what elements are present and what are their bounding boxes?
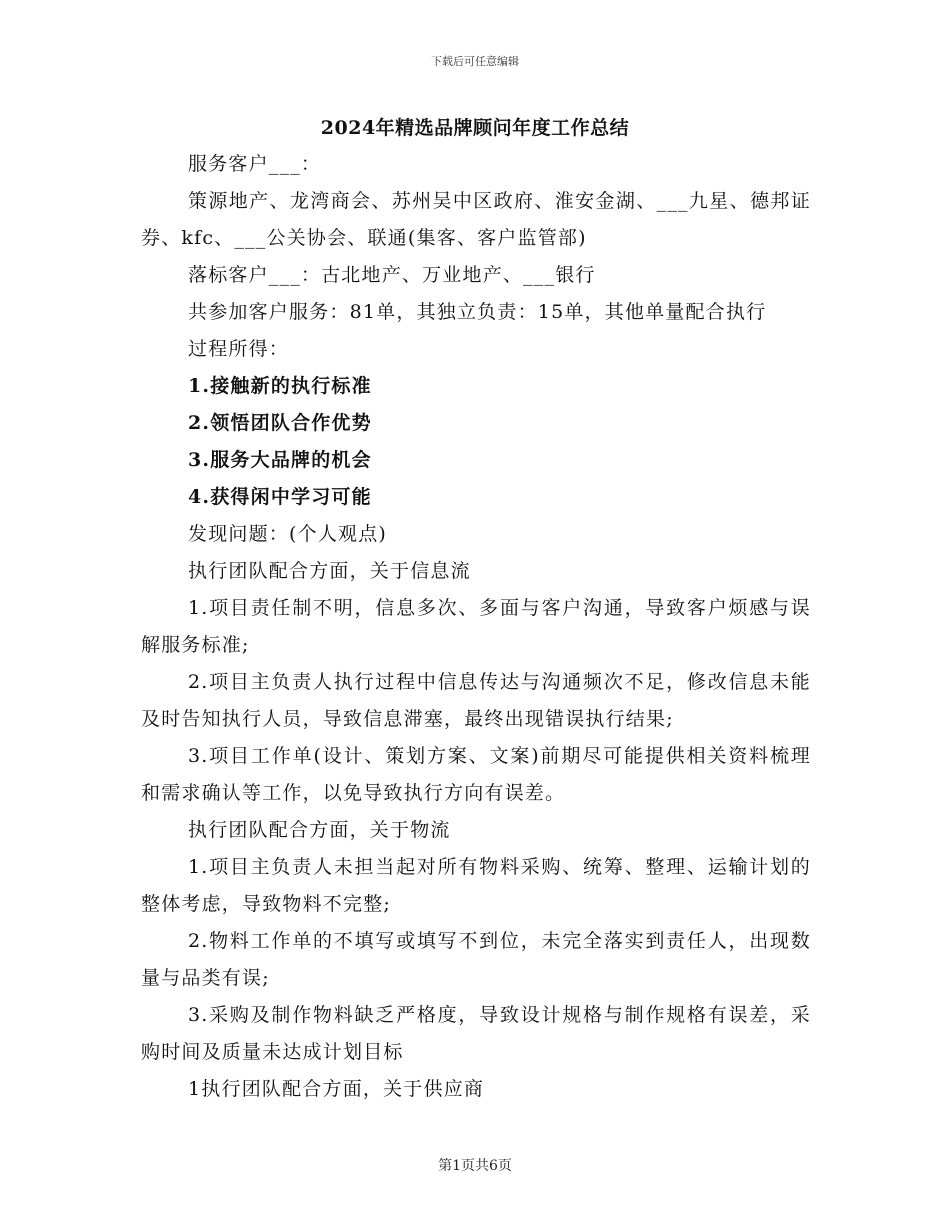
paragraph: 1.项目责任制不明，信息多次、多面与客户沟通，导致客户烦感与误解服务标准; xyxy=(141,597,811,656)
section-heading: 执行团队配合方面，关于物流 xyxy=(188,819,451,841)
bold-list-item: 3.服务大品牌的机会 xyxy=(188,449,372,471)
bold-list-item: 2.领悟团队合作优势 xyxy=(188,412,372,434)
paragraph: 3.采购及制作物料缺乏严格度，导致设计规格与制作规格有误差，采购时间及质量未达成计划目标 xyxy=(141,1004,811,1063)
header-note: 下载后可任意编辑 xyxy=(431,55,519,68)
section-heading: 执行团队配合方面，关于信息流 xyxy=(188,560,471,582)
page-footer: 第1页共6页 xyxy=(438,1158,512,1174)
paragraph: 策源地产、龙湾商会、苏州吴中区政府、淮安金湖、___九星、德邦证券、kfc、___公关协会、联通(集客、客户监管部) xyxy=(141,190,811,249)
paragraph: 1.项目主负责人未担当起对所有物料采购、统筹、整理、运输计划的整体考虑，导致物料不完整; xyxy=(141,856,811,915)
paragraph: 落标客户___：古北地产、万业地产、___银行 xyxy=(188,264,596,286)
paragraph: 过程所得： xyxy=(188,338,290,360)
paragraph: 3.项目工作单(设计、策划方案、文案)前期尽可能提供相关资料梳理和需求确认等工作，以免导致执行方向有误差。 xyxy=(141,745,811,804)
document-title: 2024年精选品牌顾问年度工作总结 xyxy=(320,117,630,139)
bold-list-item: 1.接触新的执行标准 xyxy=(188,375,372,397)
document-body xyxy=(141,146,811,1108)
bold-list-item: 4.获得闲中学习可能 xyxy=(188,486,372,508)
section-heading: 1执行团队配合方面，关于供应商 xyxy=(188,1078,485,1100)
paragraph: 服务客户___： xyxy=(188,153,322,175)
paragraph: 发现问题：(个人观点) xyxy=(188,523,388,545)
paragraph: 共参加客户服务：81单，其独立负责：15单，其他单量配合执行 xyxy=(188,301,767,323)
paragraph: 2.物料工作单的不填写或填写不到位，未完全落实到责任人，出现数量与品类有误; xyxy=(141,930,811,989)
paragraph: 2.项目主负责人执行过程中信息传达与沟通频次不足，修改信息未能及时告知执行人员，导致信息滞塞，最终出现错误执行结果; xyxy=(141,671,811,730)
